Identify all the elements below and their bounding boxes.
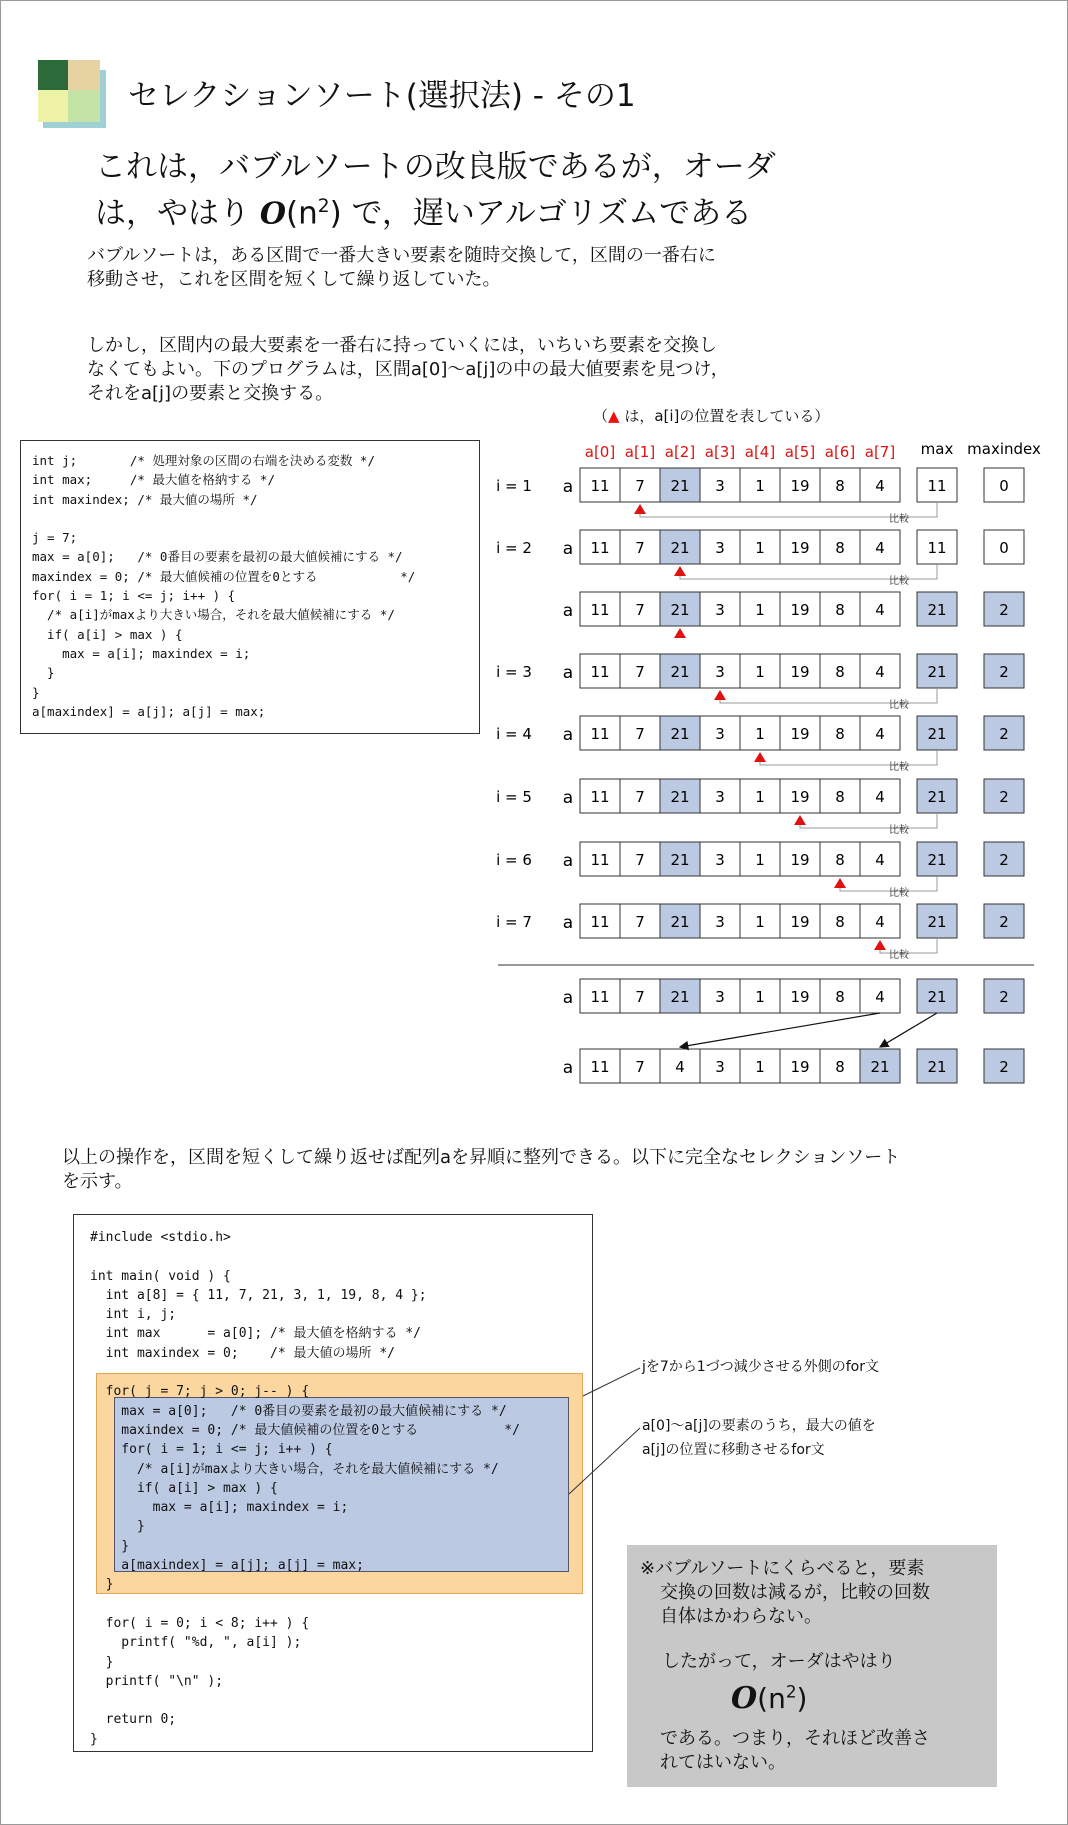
cell-value: 11 <box>590 601 610 619</box>
array-label: a <box>562 913 574 933</box>
order-symbol: O <box>259 196 286 232</box>
cell-value: 3 <box>715 663 725 681</box>
order-formula <box>731 1681 807 1716</box>
cell-value: 8 <box>835 788 845 806</box>
cell-value: 4 <box>875 477 885 495</box>
maxindex-value: 0 <box>999 477 1009 495</box>
pointer-triangle-icon <box>714 690 726 700</box>
max-value: 21 <box>927 851 947 869</box>
headline-line2 <box>95 187 855 234</box>
maxindex-value: 2 <box>999 663 1009 681</box>
note-line: 自体はかわらない。 <box>660 1606 822 1627</box>
cell-value: 21 <box>670 913 690 931</box>
max-value: 21 <box>927 725 947 743</box>
pointer-triangle-icon <box>634 504 646 514</box>
cell-value: 1 <box>755 601 765 619</box>
index-header: a[6] <box>824 443 856 461</box>
array-label: a <box>562 477 574 497</box>
cell-value: 11 <box>590 788 610 806</box>
array-label: a <box>562 851 574 871</box>
cell-value: 7 <box>635 477 645 495</box>
row-label: i = 2 <box>496 539 532 557</box>
cell-value: 3 <box>715 539 725 557</box>
cell-value: 19 <box>790 851 810 869</box>
note-line: したがって，オーダはやはり <box>662 1651 896 1672</box>
cell-value: 3 <box>715 725 725 743</box>
index-header: a[7] <box>864 443 896 461</box>
cell-value: 7 <box>635 788 645 806</box>
cell-value: 11 <box>590 1058 610 1076</box>
array-label: a <box>562 788 574 808</box>
array-label: a <box>562 663 574 683</box>
cell-value: 19 <box>790 477 810 495</box>
cell-value: 3 <box>715 477 725 495</box>
maxindex-value: 2 <box>999 725 1009 743</box>
cell-value: 7 <box>635 913 645 931</box>
array-label: a <box>562 539 574 559</box>
cell-value: 21 <box>670 477 690 495</box>
max-value: 21 <box>927 663 947 681</box>
cell-value: 19 <box>790 539 810 557</box>
cell-value: 21 <box>670 725 690 743</box>
cell-value: 4 <box>875 913 885 931</box>
cell-value: 19 <box>790 988 810 1006</box>
row-label: i = 4 <box>496 725 532 743</box>
cell-value: 3 <box>715 601 725 619</box>
cell-value: 11 <box>590 851 610 869</box>
pointer-triangle-icon <box>674 628 686 638</box>
max-value: 21 <box>927 788 947 806</box>
cell-value: 19 <box>790 601 810 619</box>
order-close: ) <box>329 195 342 232</box>
order-symbol: O <box>731 1681 758 1716</box>
order-exp: 2 <box>785 1681 797 1702</box>
max-value: 21 <box>927 1058 947 1076</box>
note-line: ※バブルソートにくらべると，要素 <box>640 1558 925 1579</box>
cell-value: 1 <box>755 988 765 1006</box>
index-header: a[2] <box>664 443 696 461</box>
headline-line1: これは，バブルソートの改良版であるが，オーダ <box>95 149 776 185</box>
cell-value: 7 <box>635 851 645 869</box>
max-value: 21 <box>927 913 947 931</box>
cell-value: 1 <box>755 788 765 806</box>
max-header: max <box>920 440 954 458</box>
cell-value: 4 <box>875 601 885 619</box>
compare-line <box>760 750 937 765</box>
cell-value: 19 <box>790 725 810 743</box>
note-line: 交換の回数は減るが，比較の回数 <box>660 1582 930 1603</box>
cell-value: 19 <box>790 1058 810 1076</box>
cell-value: 8 <box>835 1058 845 1076</box>
maxindex-value: 2 <box>999 601 1009 619</box>
cell-value: 1 <box>755 725 765 743</box>
row-label: i = 3 <box>496 663 532 681</box>
cell-value: 8 <box>835 913 845 931</box>
row-label: i = 5 <box>496 788 532 806</box>
cell-value: 4 <box>875 539 885 557</box>
maxindex-value: 2 <box>999 913 1009 931</box>
cell-value: 3 <box>715 988 725 1006</box>
array-label: a <box>562 1058 574 1078</box>
array-label: a <box>562 725 574 745</box>
cell-value: 21 <box>670 788 690 806</box>
paragraph-line: しかし，区間内の最大要素を一番右に持っていくには，いちいち要素を交換し <box>87 335 717 356</box>
cell-value: 1 <box>755 539 765 557</box>
cell-value: 1 <box>755 477 765 495</box>
compare-label: 比較 <box>889 514 909 525</box>
swap-arrow <box>680 1013 880 1047</box>
cell-value: 11 <box>590 663 610 681</box>
cell-value: 21 <box>670 601 690 619</box>
swap-arrow <box>880 1013 937 1047</box>
pointer-triangle-icon <box>834 878 846 888</box>
cell-value: 3 <box>715 913 725 931</box>
code-text: int j; /* 処理対象の区間の右端を決める変数 */ int max; /* 最大値を格納する */ int maxindex; /* 最大値の場所 */ j = 7; max = a[0]; /* 0番目の要素を最初の最大値候補にする */ maxindex = 0; /* 最大値候補の位置を0とする */ for( i = 1; i <= j; i++ ) { /* a[i]がmaxより大きい場合，それを最大値候補にする */ if( a[i] > max ) { max = a[i]; maxindex = i; } } a[maxindex] = a[j]; a[j] = max; <box>32 453 416 719</box>
pointer-triangle-icon <box>754 752 766 762</box>
intro-paragraph <box>87 244 716 292</box>
cell-value: 11 <box>590 539 610 557</box>
compare-label: 比較 <box>889 950 909 961</box>
sort-diagram <box>490 402 1050 1102</box>
headline-text: は，やはり <box>95 195 260 232</box>
cell-value: 21 <box>670 539 690 557</box>
page-title: セレクションソート(選択法) - その1 <box>128 78 636 114</box>
code-text: #include <stdio.h> int main( void ) { int a[8] = { 11, 7, 21, 3, 1, 19, 8, 4 }; int i, j; int max = a[0]; /* 最大値を格納する */ int maxindex = 0; /* 最大値の場所 */ for( j = 7; j > 0; j-- ) { max = a[0]; /* 0番目の要素を最初の最大値候補にする */ maxindex = 0; /* 最大値候補の位置を0とする */ for( i = 1; i <= j; i++ ) { /* a[i]がmaxより大きい場合，それを最大値候補にする */ if( a[i] > max ) { max = a[i]; maxindex = i; } } a[maxindex] = a[j]; a[j] = max; } for( i = 0; i < 8; i++ ) { printf( "%d, ", a[i] ); } printf( "\n" ); return 0; } <box>90 1230 520 1747</box>
cell-value: 21 <box>670 988 690 1006</box>
maxindex-value: 0 <box>999 539 1009 557</box>
cell-value: 7 <box>635 663 645 681</box>
pointer-triangle-icon <box>794 815 806 825</box>
compare-line <box>800 813 937 828</box>
cell-value: 11 <box>590 988 610 1006</box>
index-header: a[3] <box>704 443 736 461</box>
cell-value: 7 <box>635 601 645 619</box>
cell-value: 8 <box>835 988 845 1006</box>
cell-value: 21 <box>870 1058 890 1076</box>
maxindex-value: 2 <box>999 788 1009 806</box>
compare-label: 比較 <box>889 762 909 773</box>
cell-value: 4 <box>875 851 885 869</box>
logo-square <box>68 90 100 122</box>
cell-value: 3 <box>715 788 725 806</box>
cell-value: 19 <box>790 913 810 931</box>
row-label: i = 6 <box>496 851 532 869</box>
cell-value: 4 <box>875 725 885 743</box>
logo-square <box>38 60 68 90</box>
paragraph-line: 移動させ，これを区間を短くして繰り返していた。 <box>87 269 501 290</box>
legend-text: は，a[i]の位置を表している） <box>619 407 830 425</box>
maxindex-value: 2 <box>999 851 1009 869</box>
legend-paren: （ <box>593 407 609 425</box>
compare-label: 比較 <box>889 825 909 836</box>
cell-value: 7 <box>635 988 645 1006</box>
code-block-partial <box>20 440 480 734</box>
cell-value: 4 <box>675 1058 685 1076</box>
max-value: 11 <box>927 477 947 495</box>
complexity-note <box>627 1545 997 1787</box>
paragraph-line: それをa[j]の要素と交換する。 <box>87 383 334 404</box>
row-label: i = 1 <box>496 477 532 495</box>
summary-paragraph <box>62 1146 900 1194</box>
note-line: である。つまり，それほど改善さ <box>660 1728 930 1749</box>
index-header: a[4] <box>744 443 776 461</box>
order-arg: (n <box>757 1682 786 1715</box>
cell-value: 4 <box>875 663 885 681</box>
maxindex-value: 2 <box>999 988 1009 1006</box>
logo-square <box>38 90 68 122</box>
cell-value: 8 <box>835 601 845 619</box>
headline-text: で，遅いアルゴリズムである <box>341 195 753 232</box>
array-label: a <box>562 988 574 1008</box>
max-value: 11 <box>927 539 947 557</box>
pointer-triangle-icon <box>674 566 686 576</box>
cell-value: 1 <box>755 851 765 869</box>
cell-value: 8 <box>835 725 845 743</box>
paragraph-line: なくてもよい。下のプログラムは，区間a[0]〜a[j]の中の最大値要素を見つけ， <box>87 359 729 380</box>
cell-value: 11 <box>590 913 610 931</box>
max-value: 21 <box>927 988 947 1006</box>
cell-value: 3 <box>715 851 725 869</box>
order-close: ) <box>796 1682 808 1715</box>
index-header: a[5] <box>784 443 816 461</box>
explanation-paragraph <box>87 334 729 406</box>
paragraph-line: を示す。 <box>62 1171 133 1192</box>
row-label: i = 7 <box>496 913 532 931</box>
cell-value: 7 <box>635 539 645 557</box>
cell-value: 19 <box>790 788 810 806</box>
outer-loop-annotation: jを7から1づつ減少させる外側のfor文 <box>642 1359 879 1375</box>
cell-value: 1 <box>755 913 765 931</box>
cell-value: 3 <box>715 1058 725 1076</box>
index-header: a[1] <box>624 443 656 461</box>
compare-label: 比較 <box>889 576 909 587</box>
paragraph-line: バブルソートは，ある区間で一番大きい要素を随時交換して，区間の一番右に <box>87 245 716 266</box>
cell-value: 7 <box>635 1058 645 1076</box>
annotation-line: a[j]の位置に移動させるfor文 <box>642 1442 825 1458</box>
array-label: a <box>562 601 574 621</box>
cell-value: 1 <box>755 663 765 681</box>
compare-label: 比較 <box>889 888 909 899</box>
cell-value: 21 <box>670 663 690 681</box>
annotation-line: a[0]〜a[j]の要素のうち，最大の値を <box>642 1418 876 1434</box>
paragraph-line: 以上の操作を，区間を短くして繰り返せば配列aを昇順に整列できる。以下に完全なセレクションソート <box>62 1147 901 1168</box>
headline <box>95 147 855 234</box>
order-arg: (n <box>286 195 318 232</box>
cell-value: 8 <box>835 539 845 557</box>
cell-value: 11 <box>590 477 610 495</box>
cell-value: 8 <box>835 477 845 495</box>
note-line: れてはいない。 <box>660 1752 786 1773</box>
pointer-triangle-icon <box>874 940 886 950</box>
maxindex-value: 2 <box>999 1058 1009 1076</box>
logo-square <box>68 60 100 90</box>
cell-value: 4 <box>875 788 885 806</box>
cell-value: 19 <box>790 663 810 681</box>
maxindex-header: maxindex <box>967 440 1041 458</box>
cell-value: 7 <box>635 725 645 743</box>
cell-value: 4 <box>875 988 885 1006</box>
cell-value: 8 <box>835 851 845 869</box>
cell-value: 11 <box>590 725 610 743</box>
pointer-triangle-icon: ▲ <box>608 407 620 425</box>
cell-value: 21 <box>670 851 690 869</box>
max-value: 21 <box>927 601 947 619</box>
compare-label: 比較 <box>889 700 909 711</box>
index-header: a[0] <box>584 443 616 461</box>
cell-value: 1 <box>755 1058 765 1076</box>
inner-loop-annotation <box>642 1414 876 1462</box>
cell-value: 8 <box>835 663 845 681</box>
order-exp: 2 <box>317 196 330 217</box>
